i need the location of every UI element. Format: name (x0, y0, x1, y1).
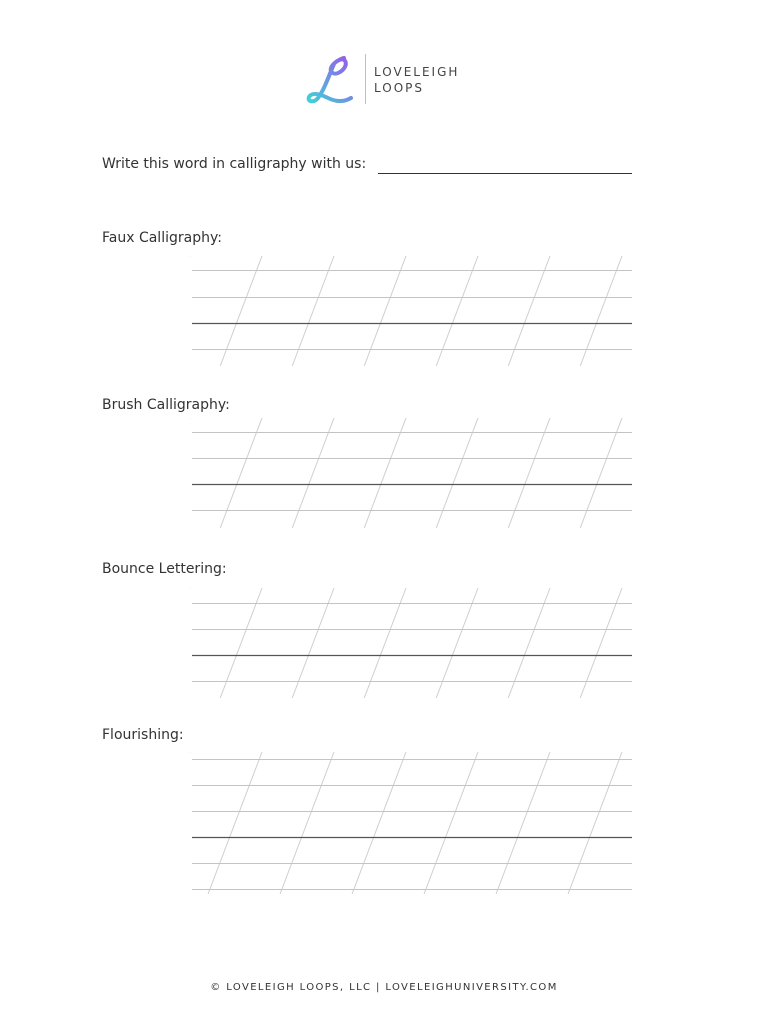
guide-grid-svg (190, 588, 632, 698)
guide-grid-svg (190, 256, 632, 366)
slant-guide-line (208, 752, 262, 894)
slant-guide-line (280, 752, 334, 894)
practice-guide-flourishing[interactable] (190, 752, 632, 894)
logo-l-icon (304, 52, 356, 108)
section-title-bounce: Bounce Lettering: (102, 561, 227, 577)
brand-logo (304, 52, 474, 108)
brand-name (374, 64, 459, 96)
brand-name-line2: LOOPS (374, 81, 425, 95)
practice-guide-faux[interactable] (190, 256, 632, 366)
slant-guide-line (424, 752, 478, 894)
footer-copyright: © LOVELEIGH LOOPS, LLC | LOVELEIGHUNIVERSITY.COM (210, 982, 558, 993)
brand-name-line1: LOVELEIGH (374, 65, 460, 79)
slant-guide-line (568, 752, 622, 894)
slant-guide-line (436, 418, 478, 528)
slant-guide-line (580, 418, 622, 528)
slant-guide-line (364, 418, 406, 528)
slant-guide-line (292, 418, 334, 528)
practice-guide-brush[interactable] (190, 418, 632, 528)
guide-grid-svg (190, 418, 632, 528)
word-answer-line[interactable] (378, 173, 632, 174)
practice-guide-bounce[interactable] (190, 588, 632, 698)
slant-guide-line (220, 418, 262, 528)
section-title-brush: Brush Calligraphy: (102, 397, 230, 413)
slant-guide-line (496, 752, 550, 894)
logo-divider (365, 54, 366, 104)
slant-guide-line (352, 752, 406, 894)
guide-grid-svg (190, 752, 632, 894)
section-title-faux: Faux Calligraphy: (102, 230, 222, 246)
word-prompt: Write this word in calligraphy with us: (102, 156, 367, 172)
section-title-flourishing: Flourishing: (102, 727, 184, 743)
slant-guide-line (508, 418, 550, 528)
